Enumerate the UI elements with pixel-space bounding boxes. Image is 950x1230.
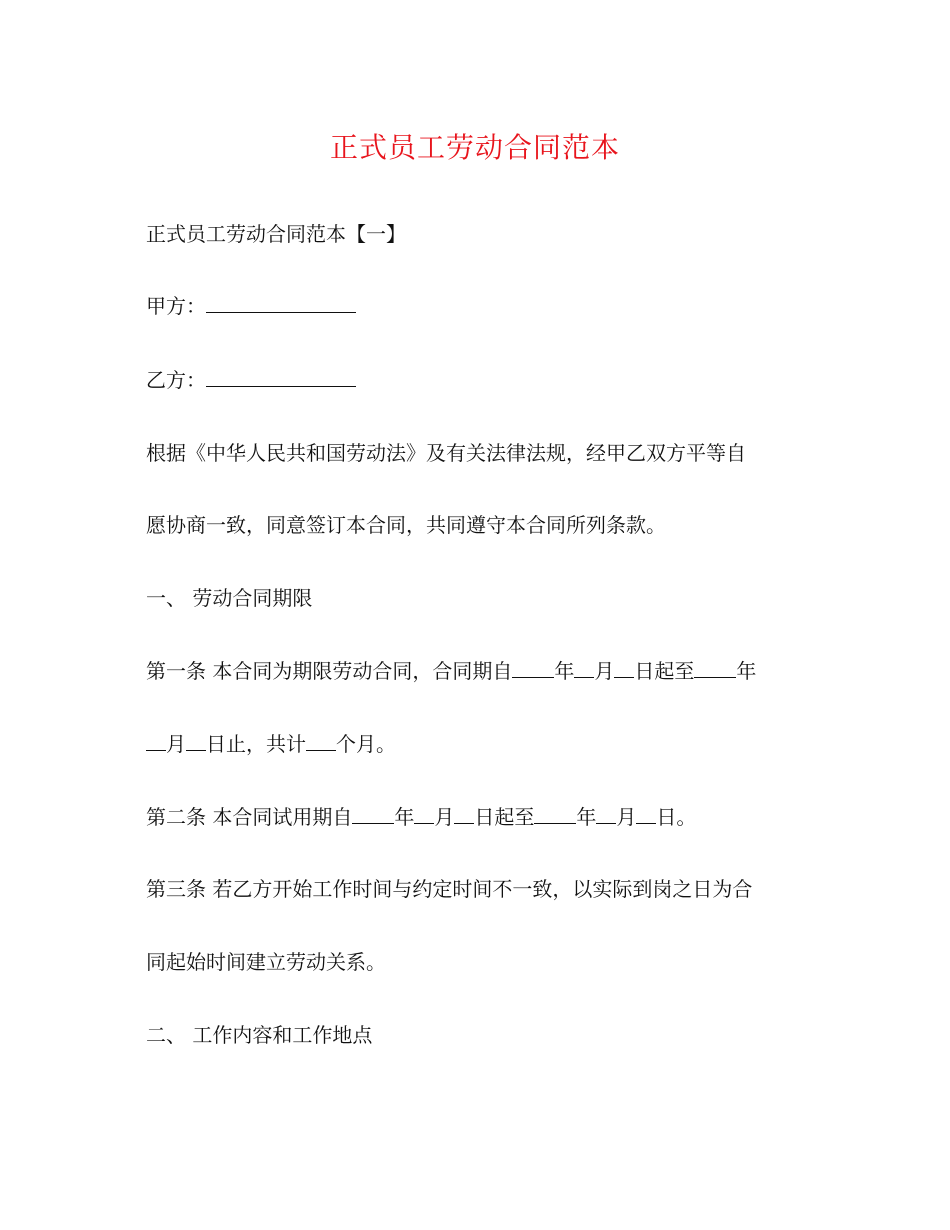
party-a-blank xyxy=(206,292,356,313)
article-1-months-suffix: 个月。 xyxy=(336,732,396,756)
article-2-prefix: 第二条 本合同试用期自 xyxy=(146,805,353,829)
party-b-blank xyxy=(206,366,356,387)
article-1-day-start: 日起至 xyxy=(634,659,695,683)
blank xyxy=(636,803,656,824)
blank xyxy=(694,657,736,678)
intro-line-2: 愿协商一致，同意签订本合同，共同遵守本合同所列条款。 xyxy=(146,513,666,537)
intro-line-1: 根据《中华人民共和国劳动法》及有关法律法规，经甲乙双方平等自 xyxy=(146,441,746,465)
blank xyxy=(614,657,634,678)
section-heading: 正式员工劳动合同范本【一】 xyxy=(146,222,406,246)
blank xyxy=(596,803,616,824)
article-1-prefix: 第一条 本合同为期限劳动合同，合同期自 xyxy=(146,659,513,683)
article-2-day-start: 日起至 xyxy=(474,805,535,829)
blank xyxy=(146,730,166,751)
party-a-line xyxy=(146,290,826,322)
article-1-line-1 xyxy=(146,655,826,687)
article-2-year-2: 年 xyxy=(576,805,597,829)
party-a-label: 甲方： xyxy=(146,294,206,318)
article-1-line-2 xyxy=(146,728,826,760)
article-3-line-2: 同起始时间建立劳动关系。 xyxy=(146,950,386,974)
article-1-year-1: 年 xyxy=(554,659,575,683)
party-b-label: 乙方： xyxy=(146,368,206,392)
article-2-month-2: 月 xyxy=(616,805,637,829)
party-b-line xyxy=(146,364,826,396)
blank xyxy=(414,803,434,824)
blank xyxy=(352,803,394,824)
article-1-year-2: 年 xyxy=(736,659,757,683)
chapter-1-heading: 一、 劳动合同期限 xyxy=(146,586,313,610)
article-2-day-end: 日。 xyxy=(656,805,697,829)
article-2-month-1: 月 xyxy=(434,805,455,829)
blank xyxy=(574,657,594,678)
chapter-2-heading: 二、 工作内容和工作地点 xyxy=(146,1023,373,1047)
article-1-day-end: 日止，共计 xyxy=(206,732,306,756)
article-2 xyxy=(146,801,826,833)
article-2-year-1: 年 xyxy=(394,805,415,829)
blank xyxy=(512,657,554,678)
document-title: 正式员工劳动合同范本 xyxy=(329,131,620,164)
blank xyxy=(186,730,206,751)
article-1-month-2: 月 xyxy=(166,732,186,756)
blank xyxy=(454,803,474,824)
article-1-month-1: 月 xyxy=(594,659,615,683)
blank xyxy=(306,730,336,751)
article-3-line-1: 第三条 若乙方开始工作时间与约定时间不一致，以实际到岗之日为合 xyxy=(146,877,753,901)
blank xyxy=(534,803,576,824)
